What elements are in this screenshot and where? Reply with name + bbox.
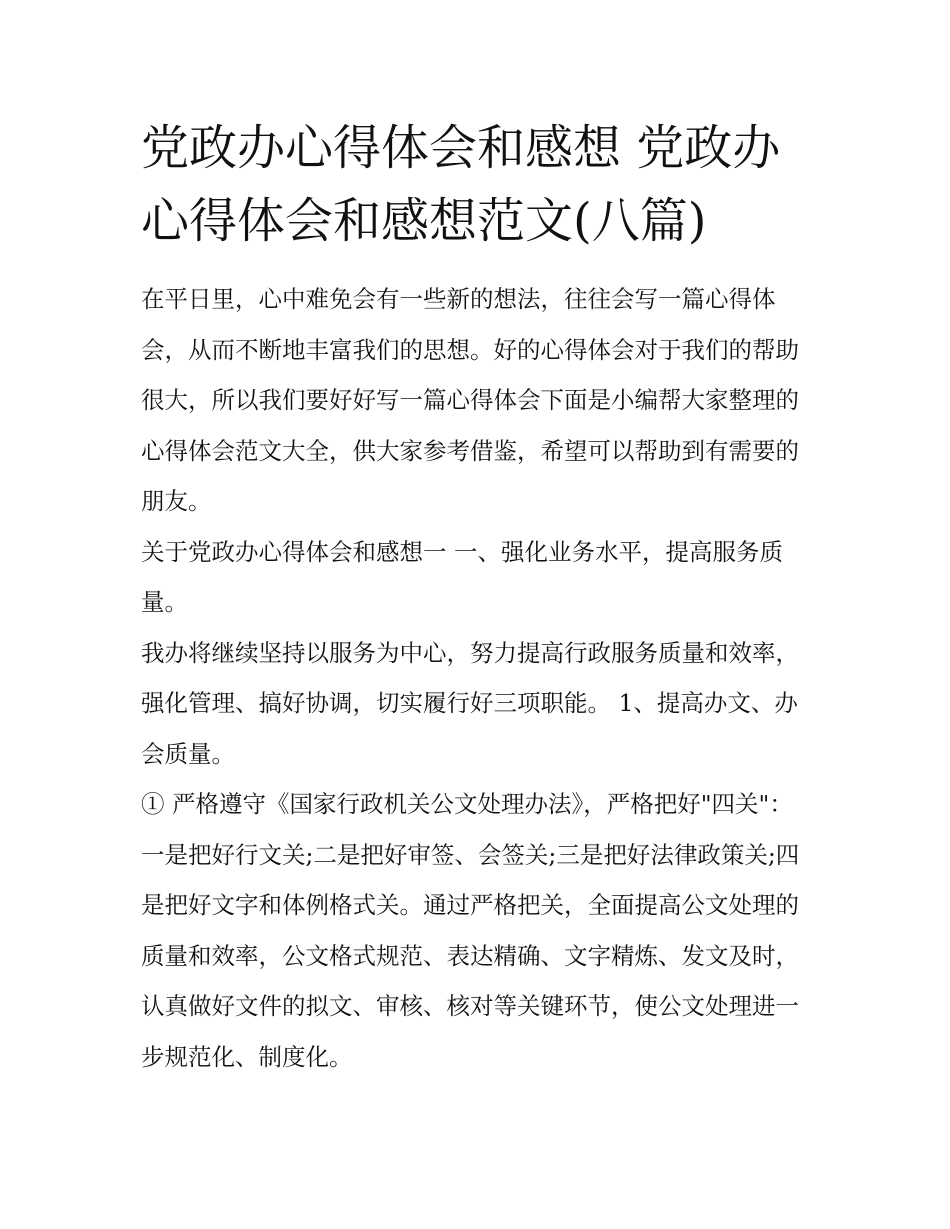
- document-title: 党政办心得体会和感想 党政办心得体会和感想范文(八篇): [141, 120, 781, 249]
- paragraph-section-heading: 关于党政办心得体会和感想一 一、强化业务水平，提高服务质量。: [141, 537, 783, 616]
- paragraph-document-rules: ① 严格遵守《国家行政机关公文处理办法》，严格把好"四关"：一是把好行文关;二是把好审签、会签关;三是把好法律政策关;四是把好文字和体例格式关。通过严格把关，全面提高公文处理的质量和效率，公文格式规范、表达精确、文字精炼、发文及时，认真做好文件的拟文、审核、核对等关键环节，使公文处理进一步规范化、制度化。: [141, 790, 800, 1071]
- paragraph-intro: 在平日里，心中难免会有一些新的想法，往往会写一篇心得体会，从而不断地丰富我们的思想。好的心得体会对于我们的帮助很大，所以我们要好好写一篇心得体会下面是小编帮大家整理的心得体会范文大全，供大家参考借鉴，希望可以帮助到有需要的朋友。: [141, 285, 799, 515]
- paragraph-service-commitment: 我办将继续坚持以服务为中心，努力提高行政服务质量和效率，强化管理、搞好协调，切实履行好三项职能。 1、提高办文、办会质量。: [141, 638, 799, 768]
- document-body: [141, 274, 813, 1082]
- document-content: [141, 112, 813, 1082]
